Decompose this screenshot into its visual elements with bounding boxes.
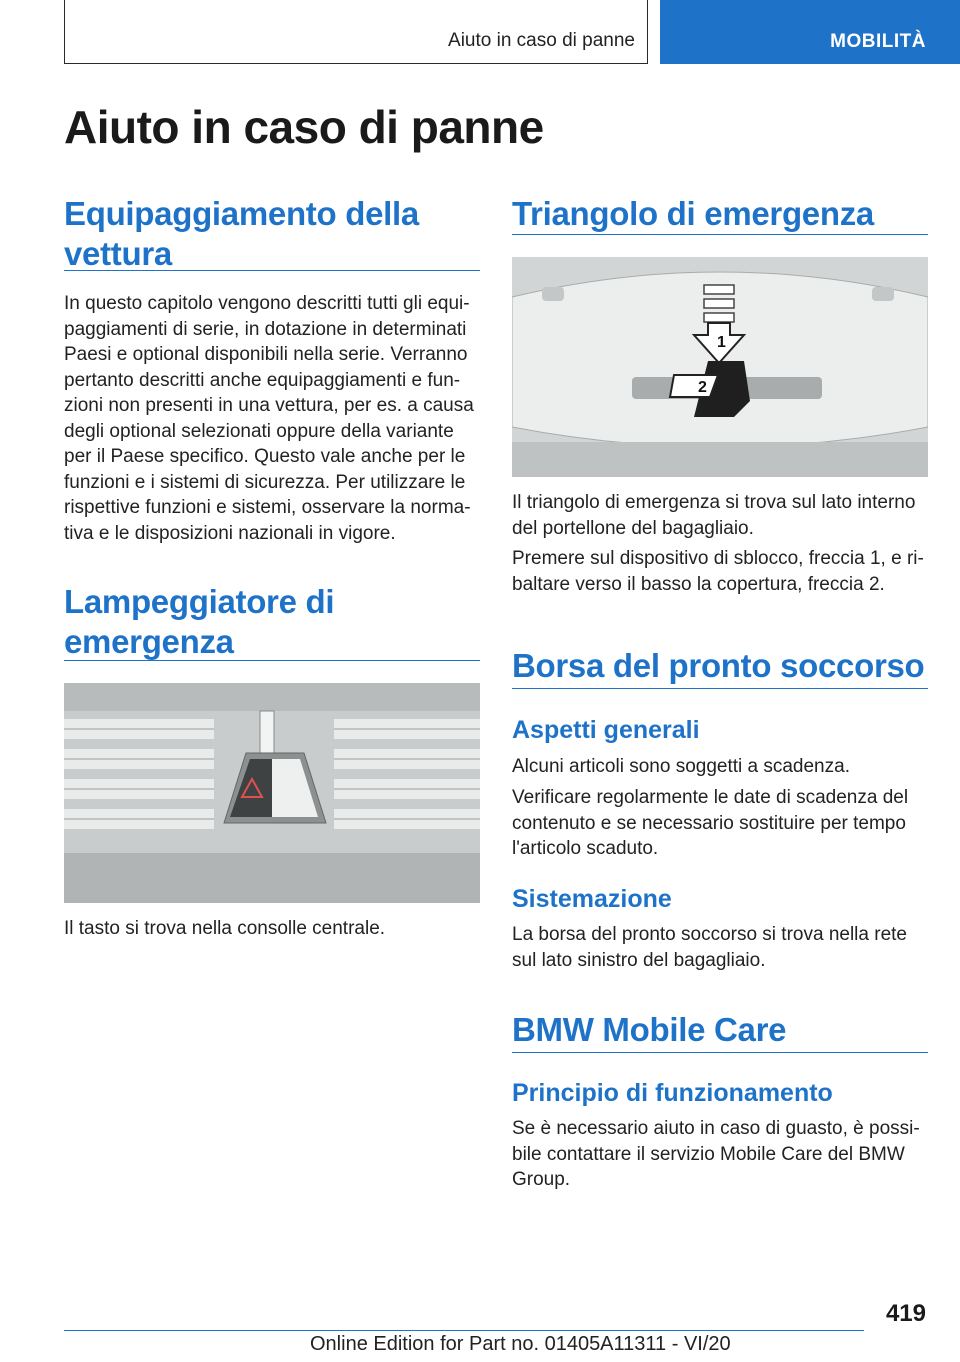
warning-triangle-figure: [512, 257, 928, 477]
firstaid-storage-subheading: Sistemazione: [512, 885, 672, 913]
footer-rule: [64, 1330, 864, 1331]
equipment-heading-line1: Equipaggiamento della: [64, 195, 419, 232]
triangle-heading: Triangolo di emergenza: [512, 195, 874, 232]
firstaid-heading: Borsa del pronto soccorso: [512, 647, 925, 684]
firstaid-storage-text: La borsa del pronto soccorso si trova nella rete sul lato sinistro del bagagliaio.: [512, 924, 907, 971]
mobile-care-heading: BMW Mobile Care: [512, 1011, 787, 1048]
hazard-button-figure: [64, 683, 480, 903]
page-title: Aiuto in caso di panne: [64, 101, 544, 153]
equipment-heading: [64, 194, 419, 274]
hazard-caption: Il tasto si trova nella consolle centrale.: [64, 918, 386, 939]
mobile-care-rule: [512, 1052, 928, 1053]
firstaid-check-text: Verificare regolarmente le date di scadenza del contenuto e se necessario sostituire per tempo l'articolo scaduto.: [512, 787, 909, 859]
header-section-box: [64, 0, 648, 64]
tailgate-illustration: [512, 257, 928, 477]
mobile-care-text: Se è necessario aiuto in caso di guasto, è possi-bile contattare il servizio Mobile Care del BMW Group.: [512, 1118, 920, 1190]
page-number: 419: [885, 1300, 926, 1327]
equipment-rule: [64, 270, 480, 271]
arrow-2-label: 2: [698, 379, 707, 396]
hazard-rule: [64, 660, 480, 661]
arrow-1-label: 1: [717, 334, 726, 351]
header-chapter-tab[interactable]: [660, 0, 960, 64]
hazard-console-illustration: [64, 683, 480, 903]
mobile-care-subheading: Principio di funzionamento: [512, 1079, 833, 1107]
firstaid-expiry-text: Alcuni articoli sono soggetti a scadenza.: [512, 756, 850, 777]
firstaid-rule: [512, 688, 928, 689]
header-section-title: Aiuto in caso di panne: [448, 30, 635, 51]
hazard-heading-line1: Lampeggiatore di: [64, 583, 335, 620]
firstaid-general-subheading: Aspetti generali: [512, 716, 700, 744]
triangle-location-text: Il triangolo di emergenza si trova sul lato interno del portellone del bagagliaio.: [512, 492, 916, 539]
equipment-heading-line2: vettura: [64, 235, 172, 272]
triangle-rule: [512, 234, 928, 235]
triangle-release-text: Premere sul dispositivo di sblocco, freccia 1, e ri-baltare verso il basso la copertura, freccia 2.: [512, 548, 924, 595]
footer-edition: Online Edition for Part no. 01405A11311 - VI/20: [310, 1333, 731, 1355]
header-chapter-label: MOBILITÀ: [830, 31, 926, 52]
hazard-heading: [64, 582, 334, 662]
equipment-body: In questo capitolo vengono descritti tutti gli equi-paggiamenti di serie, in dotazione in determinati Paesi e optional disponibili nella serie. Verranno pertanto descritti anche equipaggiamenti e fun-zioni non presenti in una vettura, per es. a causa degli optional selezionati oppure della variante per il Paese specifico. Questo vale anche per le funzioni e i sistemi di sicurezza. Per utilizzare le rispettive funzioni e sistemi, osservare la norma-tiva e le disposizioni nazionali in vigore.: [64, 293, 474, 544]
hazard-heading-line2: emergenza: [64, 623, 234, 660]
